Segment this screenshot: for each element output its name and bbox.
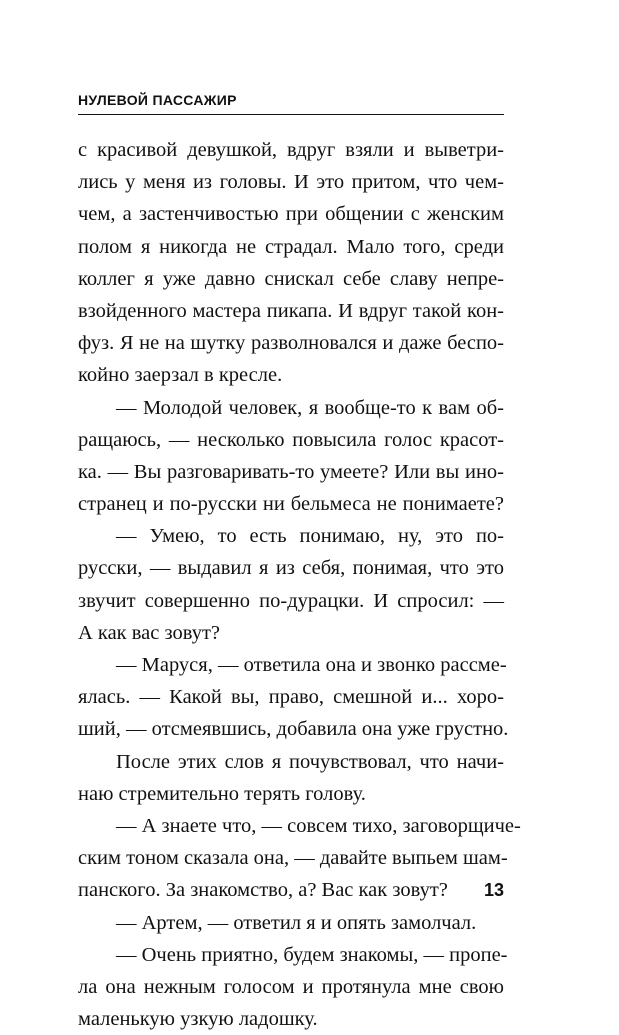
text-line: ялась. — Какой вы, право, смешной и... хоро- xyxy=(78,686,504,709)
text-line: ка. — Вы разговаривать-то умеете? Или вы ино- xyxy=(78,460,504,483)
running-header: НУЛЕВОЙ ПАССАЖИР xyxy=(78,92,237,108)
text-line: чем, а застенчивостью при общении с женским xyxy=(78,203,504,226)
text-line: — Умею, то есть понимаю, ну, это по- xyxy=(116,525,504,548)
text-line: ла она нежным голосом и протянула мне свою xyxy=(78,975,504,998)
text-line: ший, — отсмеявшись, добавила она уже грустно. xyxy=(78,718,509,741)
text-line: маленькую узкую ладошку. xyxy=(78,1008,318,1031)
text-line: — А знаете что, — совсем тихо, заговорщиче- xyxy=(116,814,521,837)
body-text xyxy=(78,134,521,1035)
text-line: — Артем, — ответил я и опять замолчал. xyxy=(116,911,477,934)
text-line: — Очень приятно, будем знакомы, — пропе- xyxy=(116,943,508,966)
text-line: фуз. Я не на шутку разволновался и даже беспо- xyxy=(78,332,504,355)
text-line: — Молодой человек, я вообще-то к вам об- xyxy=(116,396,504,419)
text-line: панского. За знакомство, а? Вас как зовут? xyxy=(78,879,448,902)
text-line: наю стремительно терять голову. xyxy=(78,782,366,805)
text-line: ращаюсь, — несколько повысила голос красот- xyxy=(78,428,504,451)
page-number: 13 xyxy=(483,880,504,900)
text-line: — Маруся, — ответила она и звонко рассме- xyxy=(116,654,507,676)
text-line: звучит совершенно по-дурацки. И спросил: — xyxy=(78,589,504,612)
text-line: странец и по-русски ни бельмеса не понимаете? xyxy=(78,493,504,516)
header-rule xyxy=(78,114,504,115)
text-line: А как вас зовут? xyxy=(78,621,221,644)
text-line: лись у меня из головы. И это притом, что чем- xyxy=(78,171,504,194)
text-line: с красивой девушкой, вдруг взяли и выветри- xyxy=(78,139,504,161)
text-line: коллег я уже давно снискал себе славу непре- xyxy=(78,267,504,290)
text-line: койно заерзал в кресле. xyxy=(78,364,283,387)
text-line: ским тоном сказала она, — давайте выпьем шам- xyxy=(78,847,508,870)
text-line: русски, — выдавил я из себя, понимая, что это xyxy=(78,557,504,580)
text-line: взойденного мастера пикапа. И вдруг такой кон- xyxy=(78,299,504,322)
text-line: После этих слов я почувствовал, что начи- xyxy=(116,750,504,773)
text-line: полом я никогда не страдал. Мало того, среди xyxy=(78,235,504,258)
